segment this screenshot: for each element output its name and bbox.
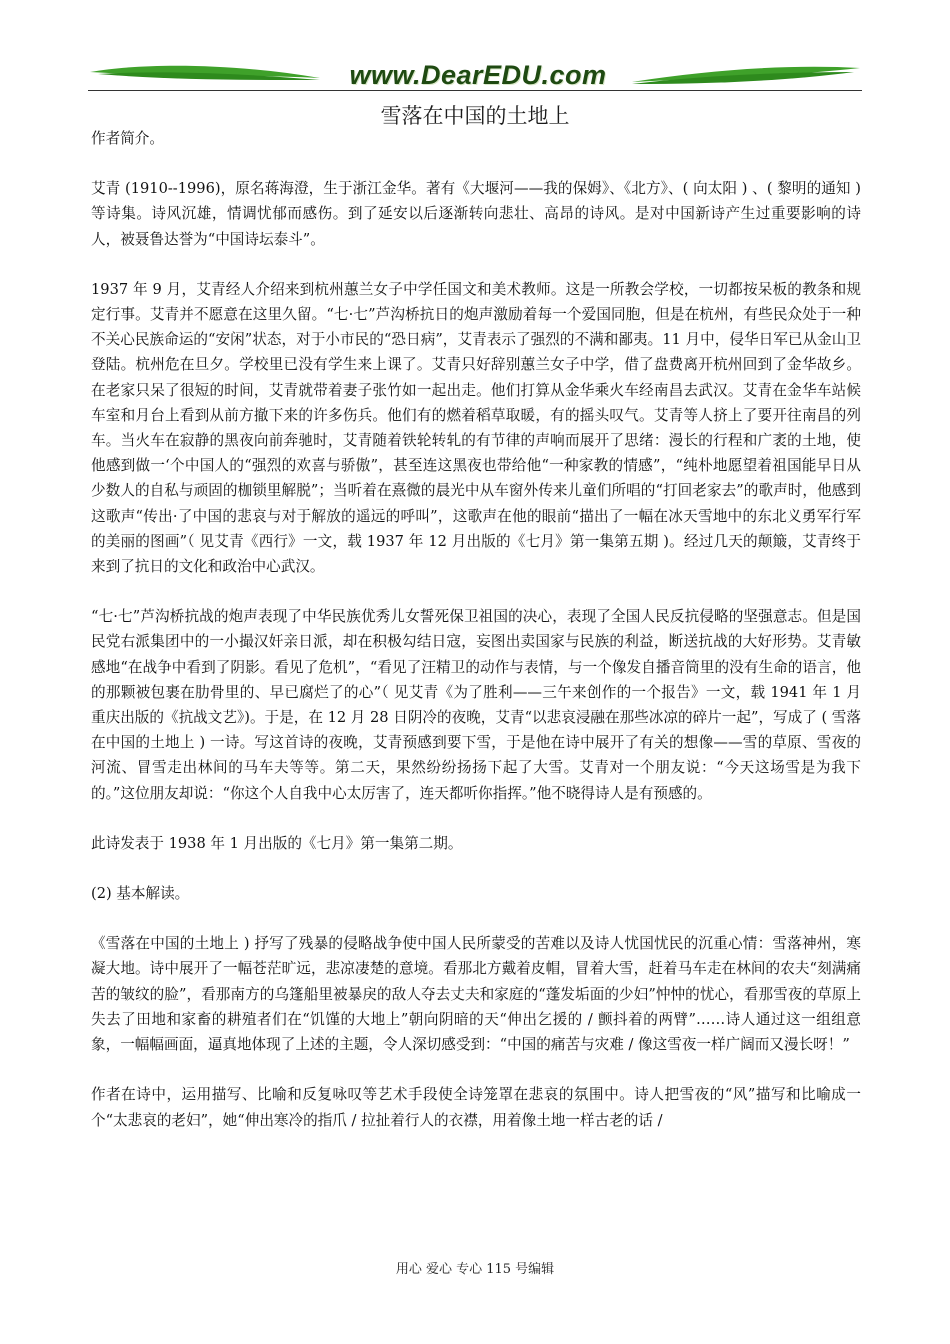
paragraph-interpretation: 《雪落在中国的土地上 ) 抒写了残暴的侵略战争使中国人民所蒙受的苦难以及诗人忧国忧民的沉重心情：雪落神州，寒凝大地。诗中展开了一幅苍茫旷远，悲凉凄楚的意境。看那北方戴着皮帽，冒着大雪，赶着马车走在林间的农夫“刻满痛苦的皱纹的脸”，看那南方的乌篷船里被暴戾的敌人夺去丈夫和家庭的“蓬发垢面的少妇”忡忡的忧心，看那雪夜的草原上失去了田地和家畜的耕殖者们在“饥馑的大地上”朝向阴暗的天“伸出乞援的 / 颤抖着的两臂”……诗人通过这一组组意象，一幅幅画面，逼真地体现了上述的主题，令人深切感受到：“中国的痛苦与灾难 / 像这雪夜一样广阔而又漫长呀！” xyxy=(91,935,861,1054)
section-heading-reading: (2) 基本解读。 xyxy=(91,885,190,903)
page-footer: 用心 爱心 专心 115 号编辑 xyxy=(395,1262,555,1277)
document-body xyxy=(91,126,861,1158)
paragraph-techniques: 作者在诗中，运用描写、比喻和反复咏叹等艺术手段使全诗笼罩在悲哀的氛围中。诗人把雪夜的“风”描写和比喻成一个“太悲哀的老妇”，她“伸出寒冷的指爪 / 拉扯着行人的衣襟，用着像土地一样古老的话 / xyxy=(91,1086,861,1129)
section-heading-author: 作者简介。 xyxy=(91,130,164,147)
site-name: www.DearEDU.com xyxy=(349,60,607,90)
page-title: 雪落在中国的土地上 xyxy=(380,104,570,128)
paragraph-publication: 此诗发表于 1938 年 1 月出版的《七月》第一集第二期。 xyxy=(91,834,463,852)
site-header xyxy=(88,58,862,98)
paragraph-background-1937: 1937 年 9 月，艾青经人介绍来到杭州蕙兰女子中学任国文和美术教师。这是一所教会学校，一切都按呆板的教条和规定行事。艾青并不愿意在这里久留。“七·七”芦沟桥抗日的炮声激励着每一个爱国同胞，但是在杭州，有些民众处于一种不关心民族命运的“安闲”状态，对于小市民的“恐日病”，艾青表示了强烈的不满和鄙夷。11 月中，侵华日军已从金山卫登陆。杭州危在旦夕。学校里已没有学生来上课了。艾青只好辞别蕙兰女子中学，借了盘费离开杭州回到了金华故乡。在老家只呆了很短的时间，艾青就带着妻子张竹如一起出走。他们打算从金华乘火车经南昌去武汉。艾青在金华车站候车室和月台上看到从前方撤下来的许多伤兵。他们有的燃着稻草取暖，有的摇头叹气。艾青等人挤上了要开往南昌的列车。当火车在寂静的黑夜向前奔驰时，艾青随着铁轮转轧的有节律的声响而展开了思绪：漫长的行程和广袤的土地，使他感到做一‘个中国人的“强烈的欢喜与骄傲”，甚至连这黑夜也带给他“一种家教的情感”，“纯朴地愿望着祖国能早日从少数人的自私与顽固的枷锁里解脱”；当听着在熹微的晨光中从车窗外传来儿童们所唱的“打回老家去”的歌声时，他感到这歌声“传出·了中国的悲哀与对于解放的遥远的呼叫”，这歌声在他的眼前“描出了一幅在冰天雪地中的东北义勇军行军的美丽的图画”（ 见艾青《西行》一文，载 1937 年 12 月出版的《七月》第一集第五期 )。经过几天的颠簸，艾青终于来到了抗日的文化和政治中心武汉。 xyxy=(91,280,861,576)
paragraph-author-bio: 艾青 (1910--1996)，原名蒋海澄，生于浙江金华。著有《大堰河——我的保姆》、《北方》、( 向太阳 ) 、( 黎明的通知 ) 等诗集。诗风沉雄，情调忧郁而感伤。到了延安以后逐渐转向悲壮、高昂的诗风。是对中国新诗产生过重要影响的诗人，被聂鲁达誉为“中国诗坛泰斗”。 xyxy=(91,180,861,248)
header-divider xyxy=(88,90,862,91)
paragraph-poem-creation: “七·七”芦沟桥抗战的炮声表现了中华民族优秀儿女誓死保卫祖国的决心，表现了全国人民反抗侵略的坚强意志。但是国民党右派集团中的一小撮汉奸亲日派，却在积极勾结日寇，妄图出卖国家与民族的利益，断送抗战的大好形势。艾青敏感地“在战争中看到了阴影。看见了危机”，“看见了汪精卫的动作与表情，与一个像发自播音筒里的没有生命的语言，他的那颗被包裹在肋骨里的、早已腐烂了的心”（ 见艾青《为了胜利——三午来创作的一个报告》一文，载 1941 年 1 月重庆出版的《抗战文艺》)。于是，在 12 月 28 日阴冷的夜晚，艾青“以悲哀浸融在那些冰凉的碎片一起”，写成了 ( 雪落在中国的土地上 ) 一诗。写这首诗的夜晚，艾青预感到要下雪，于是他在诗中展开了有关的想像——雪的草原、雪夜的河流、冒雪走出林间的马车夫等等。第二天，果然纷纷扬扬下起了大雪。艾青对一个朋友说：“今天这场雪是为我下的。”这位朋友却说：“你这个人自我中心太厉害了，连天都听你指挥。”他不晓得诗人是有预感的。 xyxy=(91,608,861,802)
